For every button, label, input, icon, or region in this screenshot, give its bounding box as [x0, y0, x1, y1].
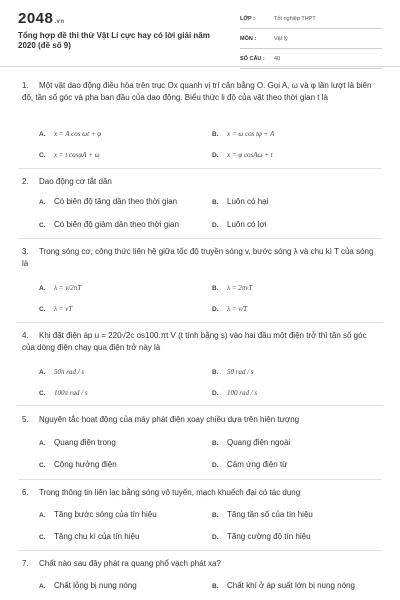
exam-header — [18, 8, 382, 64]
option-letter: A. — [39, 131, 46, 138]
question-1-option-a[interactable] — [39, 128, 101, 140]
meta-row-subject — [240, 34, 382, 49]
question-2-option-c[interactable] — [39, 219, 179, 231]
question-body: Dao động cơ tắt dần — [39, 177, 112, 186]
meta-value: 40 — [274, 56, 281, 62]
option-text: Luôn có hại — [227, 197, 269, 206]
question-number: 3. — [22, 247, 29, 256]
option-letter: C. — [39, 152, 46, 159]
option-text: Tăng chu kì của tín hiệu — [54, 532, 140, 541]
option-letter: A. — [39, 583, 46, 590]
option-letter: B. — [212, 583, 219, 590]
option-letter: B. — [212, 199, 219, 206]
question-number: 2. — [22, 177, 29, 186]
question-body: Một vật dao động điều hòa trên trục Ox quanh vị trí cân bằng O. Gọi A, ω và φ lần lượt là biên độ, tần số góc và pha ban đầu của dao động. Biểu thức li độ của vật theo thời gian t là — [22, 81, 372, 102]
meta-key: MÔN : — [240, 36, 257, 42]
question-6-option-b[interactable] — [212, 509, 313, 521]
meta-key: LỚP : — [240, 16, 255, 22]
option-letter: C. — [39, 306, 46, 313]
option-text: Tăng tần số của tín hiệu — [227, 510, 313, 519]
option-text: x = A cos ωt + φ — [54, 130, 102, 138]
option-letter: D. — [212, 306, 219, 313]
option-text: Luôn có lợi — [227, 220, 267, 229]
question-1-option-c[interactable] — [39, 149, 100, 161]
question-3-option-c[interactable] — [39, 303, 72, 315]
option-letter: C. — [39, 534, 46, 541]
option-text: 100π rad / s — [54, 389, 88, 397]
question-divider — [18, 405, 382, 406]
option-letter: D. — [212, 390, 219, 397]
question-3-text — [22, 246, 378, 270]
option-text: Cộng hưởng điện — [54, 460, 117, 469]
question-7-option-a[interactable] — [39, 580, 137, 592]
option-text: 50 rad / s — [227, 368, 254, 376]
logo-text: 2048 — [18, 10, 54, 27]
meta-value: Tốt nghiệp THPT — [274, 16, 316, 22]
option-letter: D. — [212, 462, 219, 469]
option-letter: A. — [39, 199, 46, 206]
question-divider — [18, 238, 382, 239]
question-3-option-b[interactable] — [212, 282, 252, 294]
option-text: Quang điện ngoài — [227, 438, 291, 447]
question-2-option-d[interactable] — [212, 219, 267, 231]
question-divider — [18, 550, 382, 551]
question-number: 5. — [22, 415, 29, 424]
option-text: 100 rad / s — [227, 389, 258, 397]
question-number: 7. — [22, 559, 29, 568]
question-6-option-c[interactable] — [39, 531, 139, 543]
question-number: 1. — [22, 81, 29, 90]
option-text: 50π rad / s — [54, 368, 85, 376]
question-3-option-d[interactable] — [212, 303, 247, 315]
option-letter: C. — [39, 222, 46, 229]
question-5-text — [22, 414, 378, 426]
question-1-option-d[interactable] — [212, 149, 273, 161]
question-4-option-b[interactable] — [212, 366, 254, 378]
question-7-text — [22, 558, 378, 570]
question-body: Trong sóng cơ, công thức liên hệ giữa tốc độ truyền sóng v, bước sóng λ và chu kì T của sóng là — [22, 247, 374, 268]
question-6-text — [22, 487, 378, 499]
question-2-option-b[interactable] — [212, 196, 268, 208]
logo-suffix: .vn — [54, 19, 65, 25]
option-letter: B. — [212, 369, 219, 376]
option-letter: C. — [39, 462, 46, 469]
question-3-option-a[interactable] — [39, 282, 81, 294]
question-body: Nguyên tắc hoạt động của máy phát điện xoay chiều dựa trên hiện tượng — [39, 415, 300, 424]
question-body: Trong thông tin liên lạc bằng sóng vô tuyến, mạch khuếch đại có tác dụng — [39, 488, 301, 497]
question-4-option-c[interactable] — [39, 387, 88, 399]
question-5-option-c[interactable] — [39, 459, 117, 471]
question-4-text — [22, 330, 378, 354]
option-text: Cảm ứng điện từ — [227, 460, 288, 469]
option-text: λ = v/T — [227, 305, 248, 313]
header-divider — [0, 66, 400, 67]
question-divider — [18, 479, 382, 480]
option-letter: A. — [39, 440, 46, 447]
option-text: Có biên độ giảm dần theo thời gian — [54, 220, 179, 229]
option-letter: B. — [212, 285, 219, 292]
option-text: λ = v/2πT — [54, 284, 82, 292]
option-text: x = t cosφA + ω — [54, 151, 100, 159]
option-letter: D. — [212, 534, 219, 541]
option-text: Chất khí ở áp suất lớn bị nung nóng — [227, 581, 355, 590]
question-2-option-a[interactable] — [39, 196, 177, 208]
question-4-option-a[interactable] — [39, 366, 84, 378]
exam-meta — [240, 14, 382, 74]
question-6-option-a[interactable] — [39, 509, 157, 521]
option-text: Quang điện trong — [54, 438, 116, 447]
site-logo[interactable] — [18, 10, 65, 27]
option-letter: A. — [39, 285, 46, 292]
option-letter: D. — [212, 152, 219, 159]
question-2-text — [22, 176, 378, 188]
option-text: x = ω cos tφ + A — [227, 130, 275, 138]
option-letter: A. — [39, 512, 46, 519]
question-5-option-d[interactable] — [212, 459, 288, 471]
option-text: Tăng cường độ tín hiệu — [227, 532, 311, 541]
option-text: Có biên độ tăng dần theo thời gian — [54, 197, 178, 206]
option-text: λ = vT — [54, 305, 73, 313]
option-text: Chất lỏng bị nung nóng — [54, 581, 137, 590]
question-number: 6. — [22, 488, 29, 497]
question-divider — [18, 168, 382, 169]
question-4-option-d[interactable] — [212, 387, 257, 399]
question-5-option-b[interactable] — [212, 437, 290, 449]
option-letter: C. — [39, 390, 46, 397]
question-1-option-b[interactable] — [212, 128, 274, 140]
question-7-option-b[interactable] — [212, 580, 355, 592]
option-text: Tăng bước sóng của tín hiệu — [54, 510, 157, 519]
option-letter: B. — [212, 131, 219, 138]
question-number: 4. — [22, 331, 29, 340]
question-body: Khi đặt điện áp u = 220√2c os100.πt V (t tính bằng s) vào hai đầu một điện trở thì tần số góc của dòng điện chạy qua điện trở này là — [22, 331, 367, 352]
option-letter: A. — [39, 369, 46, 376]
question-5-option-a[interactable] — [39, 437, 116, 449]
option-letter: B. — [212, 512, 219, 519]
option-text: x = φ cosAω + t — [227, 151, 273, 159]
question-6-option-d[interactable] — [212, 531, 311, 543]
option-text: λ = 2πvT — [227, 284, 253, 292]
question-divider — [18, 322, 382, 323]
meta-value: Vật lý — [274, 36, 288, 42]
question-1-text — [22, 80, 378, 104]
question-body: Chất nào sau đây phát ra quang phổ vạch phát xạ? — [39, 559, 221, 568]
meta-row-class — [240, 14, 382, 29]
exam-title: Tổng hợp đề thi thử Vật Lí cực hay có lời giải năm 2020 (đề số 9) — [18, 31, 210, 50]
meta-key: SỐ CÂU : — [240, 56, 265, 62]
option-letter: D. — [212, 222, 219, 229]
option-letter: B. — [212, 440, 219, 447]
